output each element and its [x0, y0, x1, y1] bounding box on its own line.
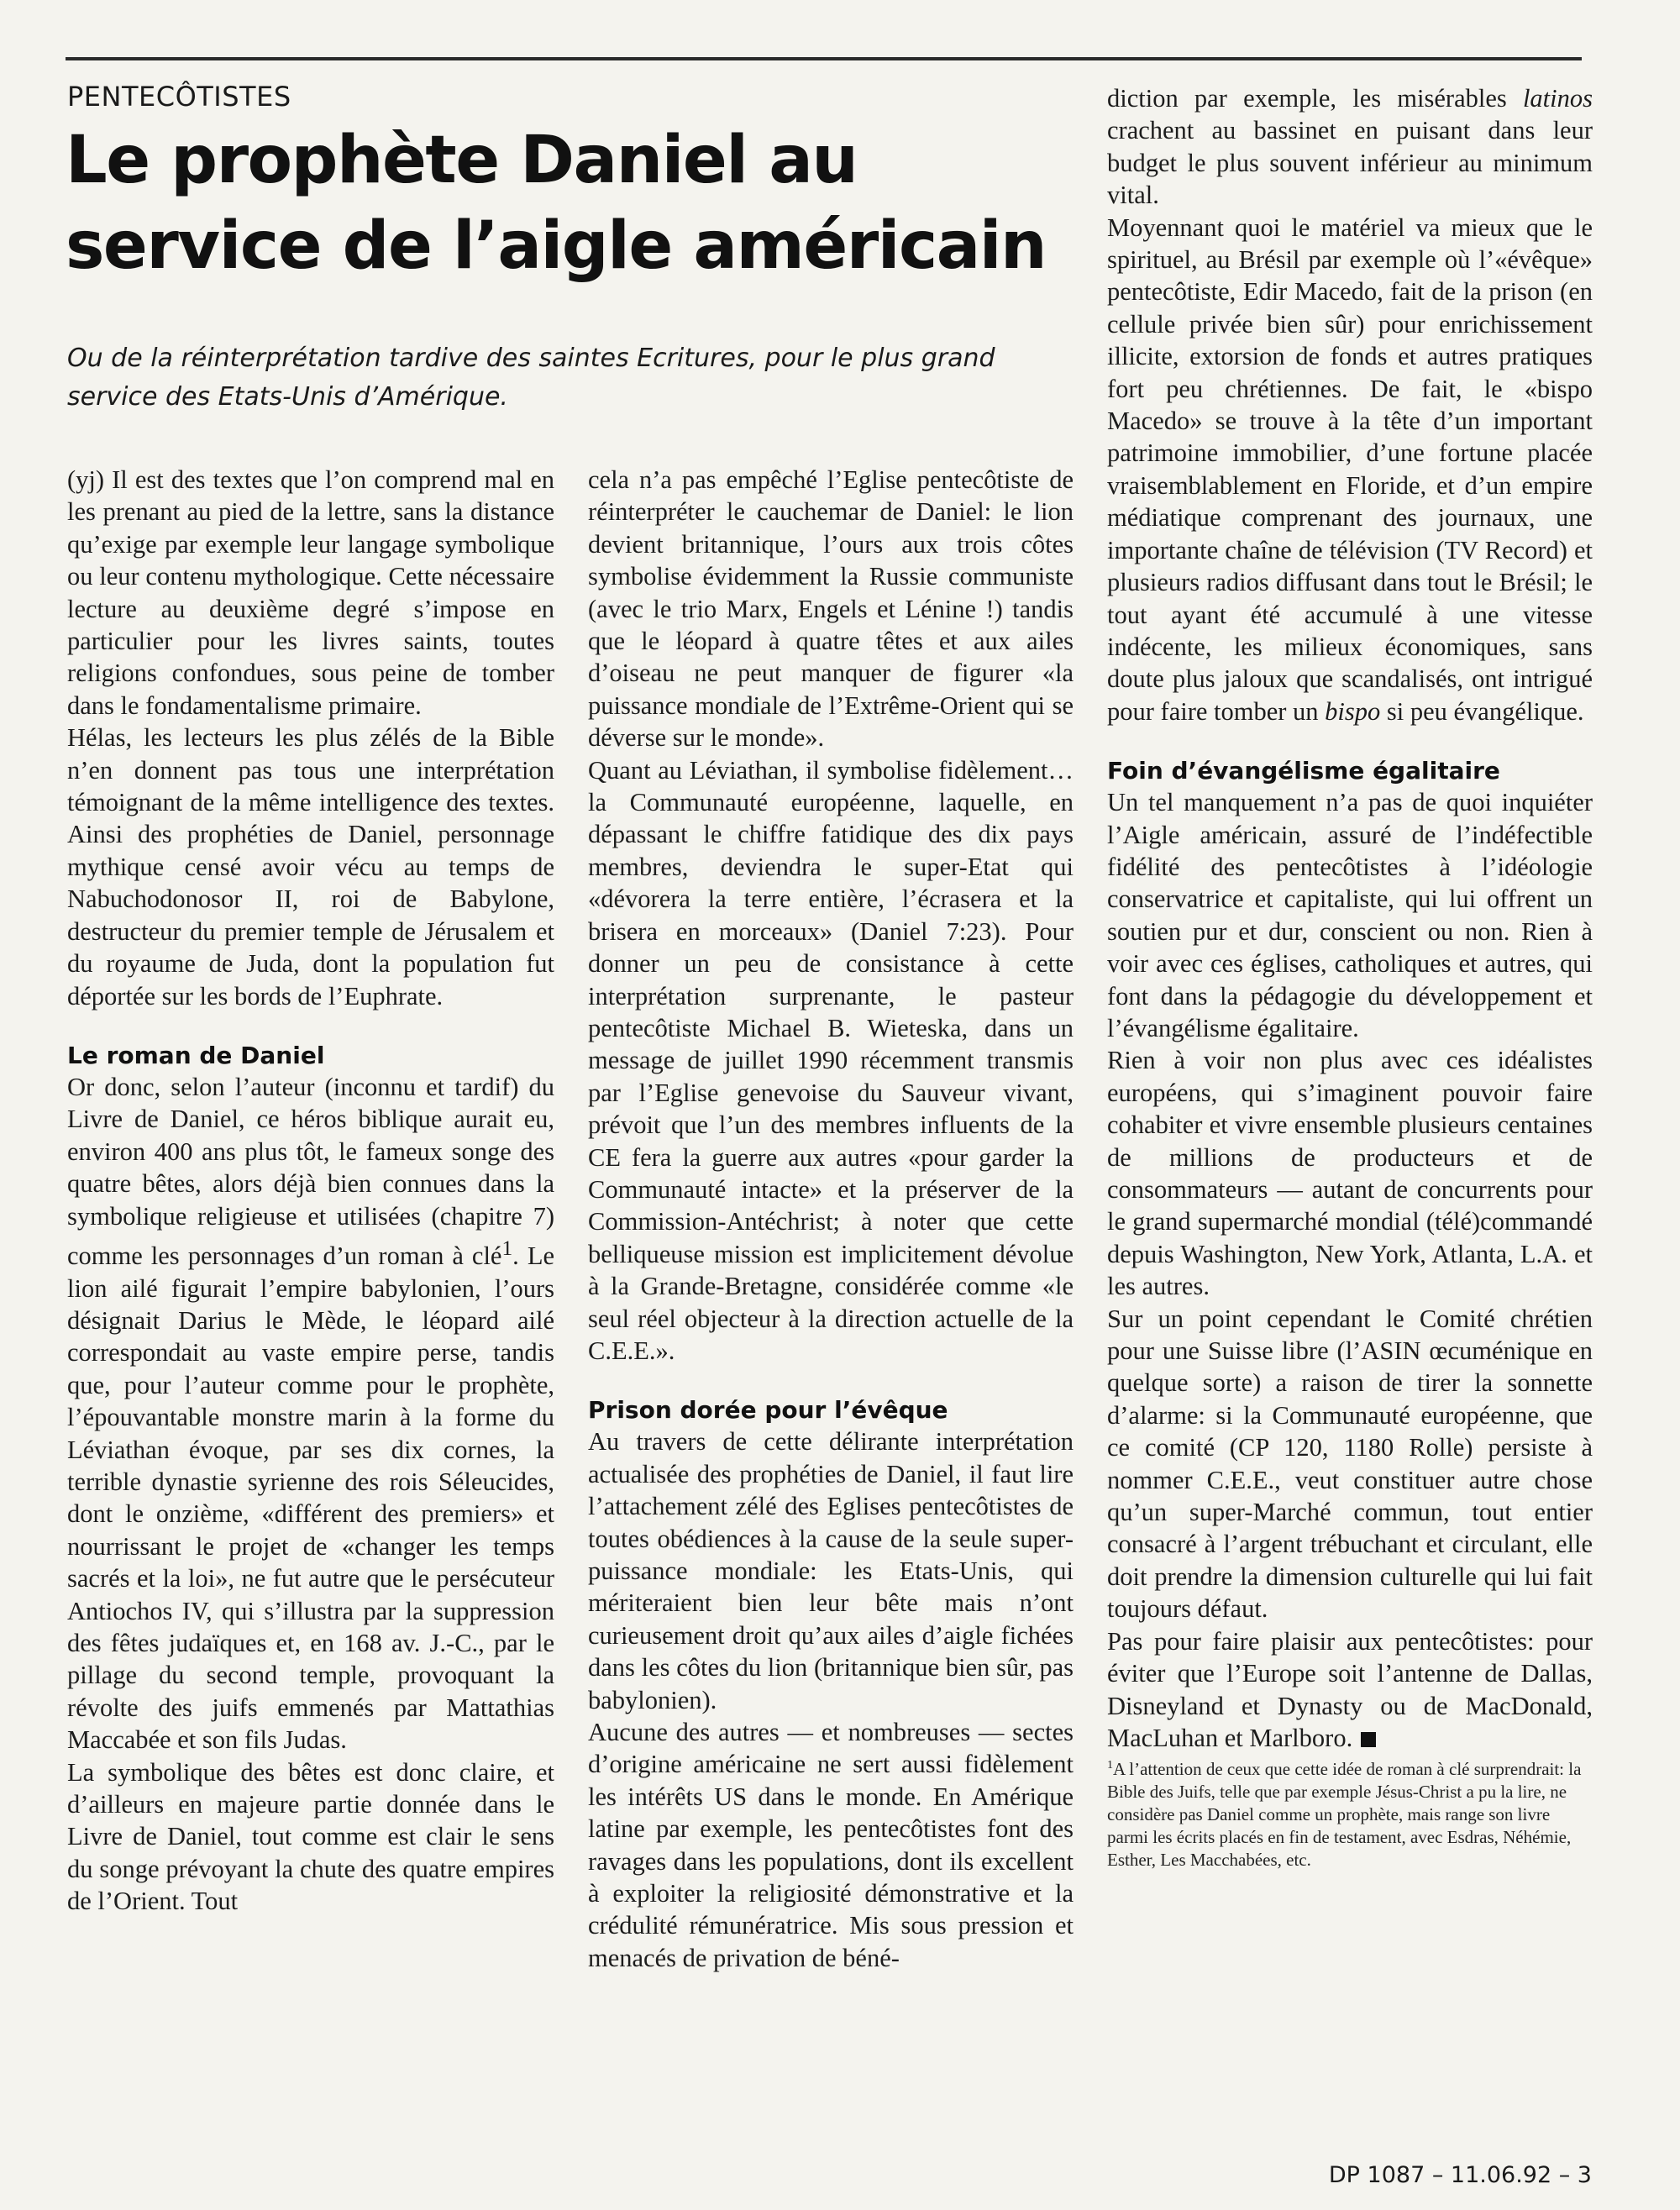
paragraph: Hélas, les lecteurs les plus zélés de la Bible n’en donnent pas tous une interprétation témoignant de la même intelligence des textes. Ainsi des prophéties de Daniel, personnage mythique censé avoir vécu au temps de Nabuchodonosor II, roi de Babylone, destructeur du premier temple de Jérusalem et du royaume de Juda, dont la population fut déportée sur les bords de l’Euphrate. — [67, 723, 554, 1011]
paragraph: Au travers de cette délirante interprétation actualisée des prophéties de Daniel, il faut lire l’attachement zélé des Eglises pentecôtistes de toutes obédiences à la cause de la seule super-puissance mondiale: les Etats-Unis, qui mériteraient bien leur bête mais n’ont curieusement droit qu’aux ailes d’aigle fichées dans les côtes du lion (britannique bien sûr, pas babylonien). — [588, 1427, 1074, 1714]
paragraph: (yj) Il est des textes que l’on comprend mal en les prenant au pied de la lettre, sans la distance qu’exige par exemple leur langage symbolique ou leur contenu mythologique. Cette nécessaire lecture au deuxième degré s’impose en particulier pour les livres saints, toutes religions confondues, sous peine de tomber dans le fondamentalisme primaire. — [67, 465, 554, 720]
column-1 — [67, 464, 554, 1918]
paragraph: diction par exemple, les misérables latinos crachent au bassinet en puisant dans leur budget le plus souvent inférieur au minimum vital. — [1107, 84, 1593, 210]
paragraph: La symbolique des bêtes est donc claire, et d’ailleurs en majeure partie donnée dans le Livre de Daniel, tout comme est clair le sens du songe prévoyant la chute des quatre empires de l’Orient. Tout — [67, 1757, 554, 1916]
subheading-foin: Foin d’évangélisme égalitaire — [1107, 757, 1500, 785]
end-mark-icon — [1361, 1732, 1376, 1747]
paragraph: Quant au Léviathan, il symbolise fidèlement… la Communauté européenne, laquelle, en dépassant le chiffre fatidique des dix pays membres, deviendra le super-Etat qui «dévorera la terre entière, l’écrasera et la brisera en morceaux» (Daniel 7:23). Pour donner un peu de consistance à cette interprétation surprenante, le pasteur pentecôtiste Michael B. Wieteska, dans un message de juillet 1990 récemment transmis par l’Eglise genevoise du Sauveur vivant, prévoit que l’un des membres influents de la CE fera la guerre aux autres «pour garder la Communauté intacte» et la préserver de la Commission-Antéchrist; à noter que cette belliqueuse mission est implicitement dévolue à la Grande-Bretagne, considérée comme «le seul réel objecteur à la direction actuelle de la C.E.E.». — [588, 755, 1074, 1365]
top-rule — [66, 57, 1582, 60]
page-folio: DP 1087 – 11.06.92 – 3 — [1328, 2162, 1592, 2188]
footnote: $^1$A l’attention de ceux que cette idée de roman à clé surprendrait: la Bible des Juifs, telle que par exemple Jésus-Christ a pu la lire, ne considère pas Daniel comme un prophète, mais range son livre parmi les écrits placés en fin de testament, avec Esdras, Néhémie, Esther, Les Macchabées, etc. — [1107, 1759, 1582, 1871]
subheading-roman: Le roman de Daniel — [67, 1041, 325, 1069]
paragraph: cela n’a pas empêché l’Eglise pentecôtiste de réinterpréter le cauchemar de Daniel: le lion devient britannique, l’ours aux trois côtes symbolise évidemment la Russie communiste (avec le trio Marx, Engels et Lénine !) tandis que le léopard à quatre têtes et aux ailes d’oiseau ne peut manquer de figurer «la puissance mondiale de l’Extrême-Orient qui se déverse sur le monde». — [588, 465, 1074, 753]
paragraph: Sur un point cependant le Comité chrétien pour une Suisse libre (l’ASIN œcuménique en quelque sorte) a raison de tirer la sonnette d’alarme: si la Communauté européenne, que ce comité (CP 120, 1180 Rolle) persiste à nommer C.E.E., veut constituer autre chose qu’un super-Marché commun, tout entier consacré à l’argent trébuchant et circulant, elle doit prendre la dimension culturelle qui lui fait toujours défaut. — [1107, 1304, 1593, 1624]
paragraph: Moyennant quoi le matériel va mieux que le spirituel, au Brésil par exemple où l’«évêque» pentecôtiste, Edir Macedo, fait de la prison (en cellule privée bien sûr) pour enrichissement illicite, extorsion de fonds et autres pratiques fort peu chrétiennes. De fait, le «bispo Macedo» se trouve à la tête d’un important patrimoine immobilier, d’une fortune placée vraisemblablement en Floride, et d’un empire médiatique comprenant des journaux, une importante chaîne de télévision (TV Record) et plusieurs radios diffusant dans tout le Brésil; le tout ayant été accumulé à une vitesse indécente, les milieux économiques, sans doute plus jaloux que scandalisés, ont intrigué pour faire tomber un bispo si peu évangélique. — [1107, 213, 1593, 726]
paragraph: Un tel manquement n’a pas de quoi inquiéter l’Aigle américain, assuré de l’indéfectible fidélité des pentecôtistes à l’idéologie conservatrice et capitaliste, qui lui offrent un soutien pur et dur, conscient ou non. Rien à voir avec ces églises, catholiques et autres, qui font dans la pédagogie du développement et l’évangélisme égalitaire. — [1107, 788, 1593, 1042]
paragraph: Pas pour faire plaisir aux pentecôtistes: pour éviter que l’Europe soit l’antenne de Dallas, Disneyland et Dynasty ou de MacDonald, MacLuhan et Marlboro. — [1107, 1626, 1593, 1752]
footnote-ref: 1 — [501, 1236, 513, 1260]
headline: Le prophète Daniel au service de l’aigle américain — [66, 123, 1047, 284]
paragraph: Or donc, selon l’auteur (inconnu et tardif) du Livre de Daniel, ce héros biblique aurait eu, environ 400 ans plus tôt, le fameux songe des quatre bêtes, alors déjà bien connues dans la symbolique religieuse et utilisées (chapitre 7) comme les personnages d’un roman à clé$^1$. Le lion ailé figurait l’empire babylonien, l’ours désignait Darius le Mède, le léopard ailé correspondait au vaste empire perse, tandis que, pour l’auteur comme pour le prophète, l’épouvantable monstre marin à la forme du Léviathan évoque, par ses dix cornes, la terrible dynastie syrienne des rois Séleucides, dont le onzième, «différent des premiers» et nourrissant le projet de «changer les temps sacrés et la loi», ne fut autre que le persécuteur Antiochos IV, qui s’illustra par la suppression des fêtes judaïques et, en 168 av. J.-C., par le pillage du second temple, provoquant la révolte des juifs emmenés par Mattathias Maccabée et son fils Judas. — [67, 1072, 554, 1755]
column-3 — [1107, 82, 1593, 1871]
lede: Ou de la réinterprétation tardive des saintes Ecritures, pour le plus grand service des Etats-Unis d’Amérique. — [67, 344, 995, 412]
paragraph: Rien à voir non plus avec ces idéalistes européens, qui s’imaginent pouvoir faire cohabiter et vivre ensemble plusieurs centaines de millions de producteurs et de consommateurs — autant de concurrents pour le grand supermarché mondial (télé)commandé depuis Washington, New York, Atlanta, L.A. et les autres. — [1107, 1046, 1593, 1301]
column-2 — [588, 464, 1074, 1974]
paragraph: Aucune des autres — et nombreuses — sectes d’origine américaine ne sert aussi fidèlement les intérêts US dans le monde. En Amérique latine par exemple, les pentecôtistes font des ravages dans les populations, dont ils excellent à exploiter la religiosité démonstrative et la crédulité rémunératrice. Mis sous pression et menacés de privation de béné- — [588, 1718, 1074, 1972]
section-kicker: PENTECÔTISTES — [67, 81, 291, 113]
subheading-prison: Prison dorée pour l’évêque — [588, 1396, 948, 1425]
